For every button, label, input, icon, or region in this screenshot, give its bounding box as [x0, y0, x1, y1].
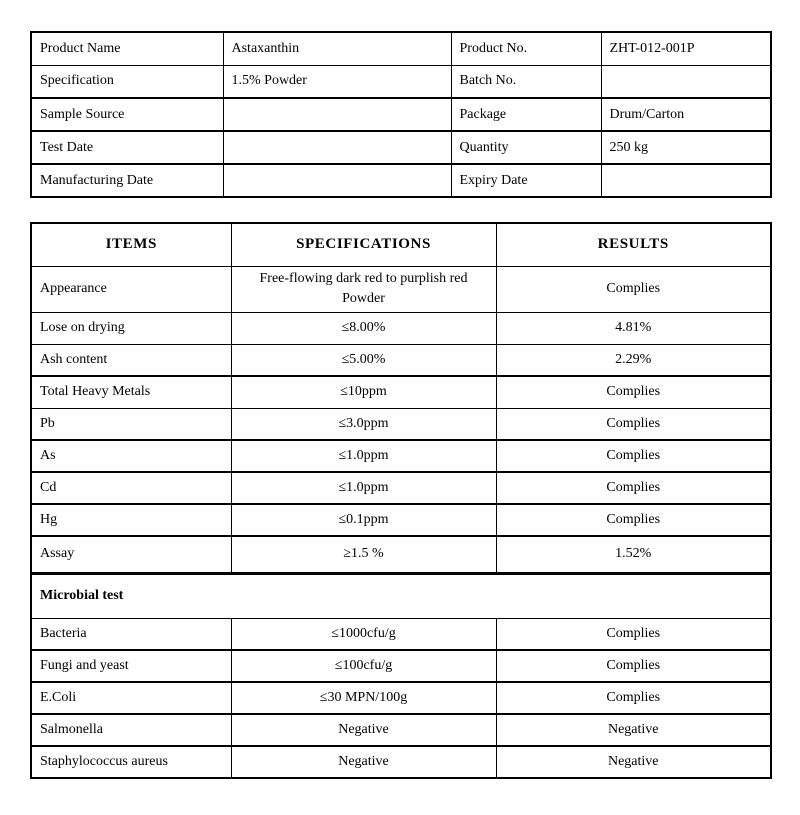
spec-header-row [31, 223, 771, 266]
item-cell: Salmonella [31, 714, 231, 746]
info-value-batch-no [601, 65, 771, 98]
table-row-microbial-test-section [31, 573, 771, 618]
table-row-ecoli [31, 682, 771, 714]
info-value-quantity: 250 kg [601, 131, 771, 164]
specification-cell: ≤5.00% [231, 344, 496, 376]
spec-header-specifications: SPECIFICATIONS [231, 223, 496, 266]
item-cell: Cd [31, 472, 231, 504]
result-cell: Complies [496, 472, 771, 504]
specification-cell: ≤0.1ppm [231, 504, 496, 536]
item-cell: Fungi and yeast [31, 650, 231, 682]
result-cell: Negative [496, 746, 771, 778]
table-row-bacteria [31, 618, 771, 650]
info-label-manufacturing-date: Manufacturing Date [31, 164, 223, 197]
table-row-assay [31, 536, 771, 573]
info-label-product-no: Product No. [451, 32, 601, 65]
result-cell: Complies [496, 618, 771, 650]
section-header-microbial-test: Microbial test [31, 573, 771, 618]
table-row-hg [31, 504, 771, 536]
table-row-cd [31, 472, 771, 504]
specification-cell: ≤30 MPN/100g [231, 682, 496, 714]
specification-cell: ≤1.0ppm [231, 440, 496, 472]
spec-header-results: RESULTS [496, 223, 771, 266]
item-cell: As [31, 440, 231, 472]
result-cell: Complies [496, 408, 771, 440]
item-cell: Total Heavy Metals [31, 376, 231, 408]
result-cell: 2.29% [496, 344, 771, 376]
table-row-fungi-and-yeast [31, 650, 771, 682]
info-label-test-date: Test Date [31, 131, 223, 164]
item-cell: Appearance [31, 266, 231, 312]
info-value-sample-source [223, 98, 451, 131]
info-label-product-name: Product Name [31, 32, 223, 65]
result-cell: 1.52% [496, 536, 771, 573]
result-cell: Complies [496, 650, 771, 682]
info-label-quantity: Quantity [451, 131, 601, 164]
info-row [31, 164, 771, 197]
info-label-sample-source: Sample Source [31, 98, 223, 131]
result-cell: Complies [496, 504, 771, 536]
table-row-pb [31, 408, 771, 440]
specification-cell: ≤1000cfu/g [231, 618, 496, 650]
table-row-staphylococcus-aureus [31, 746, 771, 778]
specification-cell: Negative [231, 714, 496, 746]
info-label-package: Package [451, 98, 601, 131]
info-value-expiry-date [601, 164, 771, 197]
info-value-manufacturing-date [223, 164, 451, 197]
result-cell: Complies [496, 376, 771, 408]
info-label-expiry-date: Expiry Date [451, 164, 601, 197]
specification-cell: ≤1.0ppm [231, 472, 496, 504]
item-cell: Pb [31, 408, 231, 440]
info-row [31, 65, 771, 98]
item-cell: Staphylococcus aureus [31, 746, 231, 778]
info-value-specification: 1.5% Powder [223, 65, 451, 98]
specification-cell: ≤100cfu/g [231, 650, 496, 682]
result-cell: 4.81% [496, 312, 771, 344]
item-cell: Lose on drying [31, 312, 231, 344]
info-row [31, 98, 771, 131]
specification-cell: ≤10ppm [231, 376, 496, 408]
item-cell: Ash content [31, 344, 231, 376]
item-cell: Bacteria [31, 618, 231, 650]
table-row-lose-on-drying [31, 312, 771, 344]
info-label-specification: Specification [31, 65, 223, 98]
table-row-total-heavy-metals [31, 376, 771, 408]
table-row-salmonella [31, 714, 771, 746]
info-value-product-name: Astaxanthin [223, 32, 451, 65]
specification-cell [231, 266, 496, 312]
table-row-appearance [31, 266, 771, 312]
spec-header-items: ITEMS [31, 223, 231, 266]
item-cell: Assay [31, 536, 231, 573]
item-cell: Hg [31, 504, 231, 536]
result-cell: Complies [496, 266, 771, 312]
specifications-table [30, 222, 772, 779]
info-value-package: Drum/Carton [601, 98, 771, 131]
specification-cell: Negative [231, 746, 496, 778]
table-row-ash-content [31, 344, 771, 376]
specification-cell: ≤8.00% [231, 312, 496, 344]
result-cell: Complies [496, 440, 771, 472]
item-cell: E.Coli [31, 682, 231, 714]
result-cell: Negative [496, 714, 771, 746]
result-cell: Complies [496, 682, 771, 714]
info-label-batch-no: Batch No. [451, 65, 601, 98]
specification-text: Free-flowing dark red to purplish red Powder [259, 270, 468, 306]
specification-cell: ≥1.5 % [231, 536, 496, 573]
info-value-product-no: ZHT-012-001P [601, 32, 771, 65]
table-row-as [31, 440, 771, 472]
info-row [31, 32, 771, 65]
info-row [31, 131, 771, 164]
product-info-table [30, 31, 772, 198]
specification-cell: ≤3.0ppm [231, 408, 496, 440]
info-value-test-date [223, 131, 451, 164]
